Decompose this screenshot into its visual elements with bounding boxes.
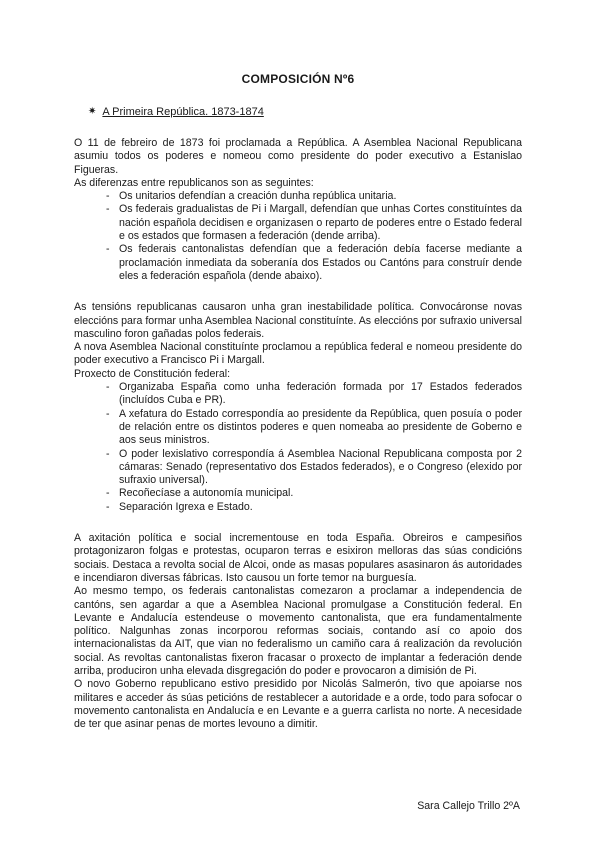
list-item: - Os federais cantonalistas defendían que a federación debía facerse mediante a proclamación inmediata da soberanía dos Estados ou Cantóns para construír dende eles a federación española (dende abaixo). bbox=[106, 243, 522, 283]
paragraph-cantonalism: Ao mesmo tempo, os federais cantonalistas comezaron a proclamar a independencia de cantóns, sen agardar a que a Asemblea Nacional promulgase a Constitución federal. En Levante e Andalucía estendeuse o movemento cantonalista, que era fundamentalmente político. Nalgunhas zonas incorporou reformas sociais, contando así co apoio dos internacionalistas da AIT, que vian no federalismo un camiño cara á realización da revolución social. As revoltas cantonalistas fixeron fracasar o proxecto de implantar a federación dende arriba, produciron unha elevada disgregación do poder e provocaron a dimisión de Pi. bbox=[74, 585, 522, 677]
paragraph-constitution-intro: Proxecto de Constitución federal: bbox=[74, 367, 231, 380]
author-signature: Sara Callejo Trillo 2ºA bbox=[417, 800, 520, 812]
paragraph-tensions: As tensións republicanas causaron unha gran inestabilidade política. Convocáronse novas eleccións para formar unha Asemblea Nacional constituínte. As eleccións por sufraxio universal masculino foron gañadas polos federais. bbox=[74, 301, 522, 340]
constitution-list bbox=[74, 381, 522, 514]
list-item: - O poder lexislativo correspondía á Asemblea Nacional Republicana composta por 2 cámaras: Senado (representativo dos Estados federados), e o Congreso (elexido por sufraxio universal). bbox=[106, 448, 522, 488]
page-title: COMPOSICIÓN Nº6 bbox=[241, 72, 355, 86]
section-heading bbox=[88, 106, 522, 118]
list-item: - Organizaba España como unha federación formada por 17 Estados federados (incluídos Cuba e PR). bbox=[106, 381, 522, 408]
list-item: - Os unitarios defendían a creación dunha república unitaria. bbox=[106, 190, 522, 203]
paragraph-new-assembly: A nova Asemblea Nacional constituínte proclamou a república federal e nomeou presidente do poder executivo a Francisco Pi i Margall. bbox=[74, 341, 522, 367]
list-item: - Separación Igrexa e Estado. bbox=[106, 501, 522, 514]
list-item: - Os federais gradualistas de Pi i Margall, defendían que unhas Cortes constituíntes da nación española decidisen e organizasen o reparto de poderes entre o Estado federal e os estados que formasen a federación (dende arriba). bbox=[106, 203, 522, 243]
paragraph-differences-intro: As diferenzas entre republicanos son as seguintes: bbox=[74, 176, 314, 189]
paragraph-salmeron: O novo Goberno republicano estivo presidido por Nicolás Salmerón, tivo que apoiarse nos militares e acceder ás súas peticións de restablecer a autoridade e a orde, todo para sofocar o movemento cantonalista en Andalucía e en Levante e a guerra carlista no norte. A necesidade de ter que asinar penas de mortes levouno a dimitir. bbox=[74, 678, 522, 731]
paragraph-agitation: A axitación política e social incrementouse en toda España. Obreiros e campesiños protagonizaron folgas e protestas, ocuparon terras e esixiron melloras das súas condicións sociais. Destaca a revolta social de Alcoi, onde as masas populares asasinaron ás autoridades e incendiaron diversas fábricas. Isto causou un forte temor na burguesía. bbox=[74, 532, 522, 584]
list-item: - A xefatura do Estado correspondía ao presidente da República, quen posuía o poder de relación entre os distintos poderes e quen nomeaba ao presidente de Goberno e aos seus ministros. bbox=[106, 408, 522, 448]
differences-list bbox=[74, 190, 522, 283]
asterisk-bullet-icon: ✷ bbox=[88, 106, 97, 117]
section-heading-text: A Primeira República. 1873-1874 bbox=[102, 106, 264, 118]
list-item: - Recoñecíase a autonomía municipal. bbox=[106, 487, 522, 500]
paragraph-proclamation: O 11 de febreiro de 1873 foi proclamada a República. A Asemblea Nacional Republicana asumiu todos os poderes e nomeou como presidente do poder executivo a Estanislao Figueras. bbox=[74, 137, 522, 176]
